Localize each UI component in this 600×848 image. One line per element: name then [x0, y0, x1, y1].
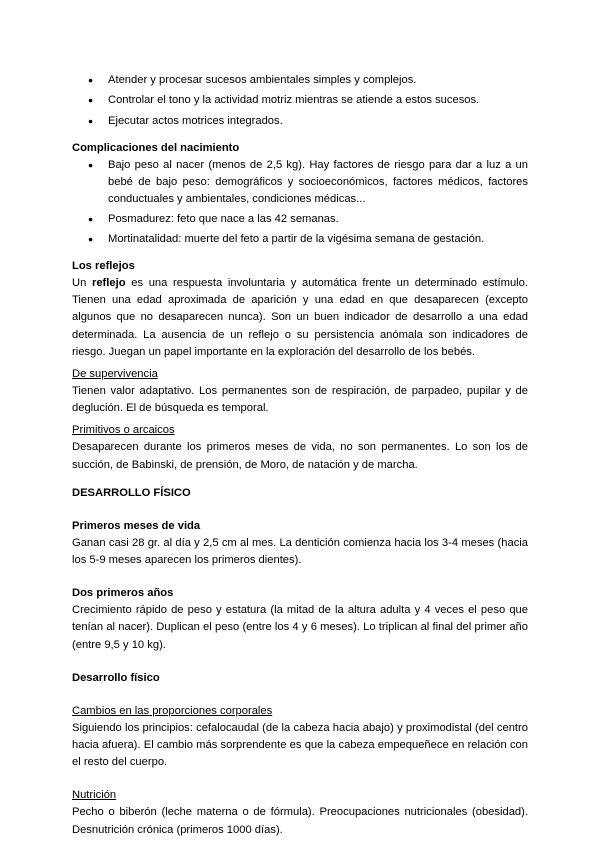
dos-anos-text: Crecimiento rápido de peso y estatura (la mitad de la altura adulta y 4 veces el peso que tenían al nacer). Duplican el peso (entre los 4 y 6 meses). Lo triplican al final del primer año (entre 9,5 y 10 kg).: [72, 604, 528, 651]
list-item: ● Bajo peso al nacer (menos de 2,5 kg). Hay factores de riesgo para dar a luz a un bebé de bajo peso: demográficos y socioeconómicos, factores médicos, factores conductuales y ambientales, condiciones médicas...: [72, 157, 528, 208]
supervivencia-subheading: De supervivencia: [72, 367, 158, 380]
list-item: ● Atender y procesar sucesos ambientales simples y complejos.: [72, 72, 528, 89]
reflejos-intro-rest: es una respuesta involuntaria y automática frente un determinado estímulo. Tienen una edad aproximada de aparición y una edad en que desaparecen (excepto algunos que no desaparecen nunca). Son un buen indicador de desarrollo a una edad determinada. La ausencia de un reflejo o su persistencia anómala son indicadores de riesgo. Juegan un papel importante en la exploración del desarrollo de los bebés.: [72, 276, 529, 358]
list-item: ● Ejecutar actos motrices integrados.: [72, 113, 528, 130]
list-item: ● Controlar el tono y la actividad motriz mientras se atiende a estos sucesos.: [72, 92, 528, 109]
cambios-subheading: Cambios en las proporciones corporales: [72, 704, 273, 717]
reflejos-heading: Los reflejos: [72, 259, 135, 272]
nutricion-text: Pecho o biberón (leche materna o de fórmula). Preocupaciones nutricionales (obesidad). Desnutrición crónica (primeros 1000 días).: [72, 806, 528, 836]
supervivencia-text: Tienen valor adaptativo. Los permanentes son de respiración, de parpadeo, pupilar y de deglución. El de búsqueda es temporal.: [72, 384, 528, 415]
reflejos-intro-start: Un: [72, 276, 87, 289]
desarrollo-section-title: DESARROLLO FÍSICO: [72, 486, 191, 499]
complicaciones-list: [72, 157, 528, 248]
list-item: ● Mortinatalidad: muerte del feto a partir de la vigésima semana de gestación.: [72, 231, 528, 248]
reflejos-intro: [72, 275, 528, 361]
reflejo-term: reflejo: [91, 276, 126, 289]
cambios-text: Siguiendo los principios: cefalocaudal (de la cabeza hacia abajo) y proximodistal (del centro hacia afuera). El cambio más sorprendente es que la cabeza empequeñece en relación con el resto del cuerpo.: [72, 721, 528, 769]
primeros-meses-heading: Primeros meses de vida: [72, 519, 201, 532]
desarrollo-fisico-heading: Desarrollo físico: [72, 671, 160, 684]
primeros-meses-text: Ganan casi 28 gr. al día y 2,5 cm al mes. La dentición comienza hacia los 3-4 meses (hacia los 5-9 meses aparecen los primeros dientes).: [72, 536, 528, 566]
complicaciones-heading: Complicaciones del nacimiento: [72, 141, 240, 154]
primitivos-text: Desaparecen durante los primeros meses de vida, no son permanentes. Lo son los de succión, de Babinski, de prensión, de Moro, de natación y de marcha.: [72, 441, 528, 471]
top-bullet-list: [72, 72, 528, 130]
list-item: ● Posmadurez: feto que nace a las 42 semanas.: [72, 211, 528, 228]
nutricion-subheading: Nutrición: [72, 789, 117, 802]
primitivos-subheading: Primitivos o arcaicos: [72, 424, 175, 437]
dos-anos-heading: Dos primeros años: [72, 587, 174, 600]
document-page: [72, 72, 528, 839]
